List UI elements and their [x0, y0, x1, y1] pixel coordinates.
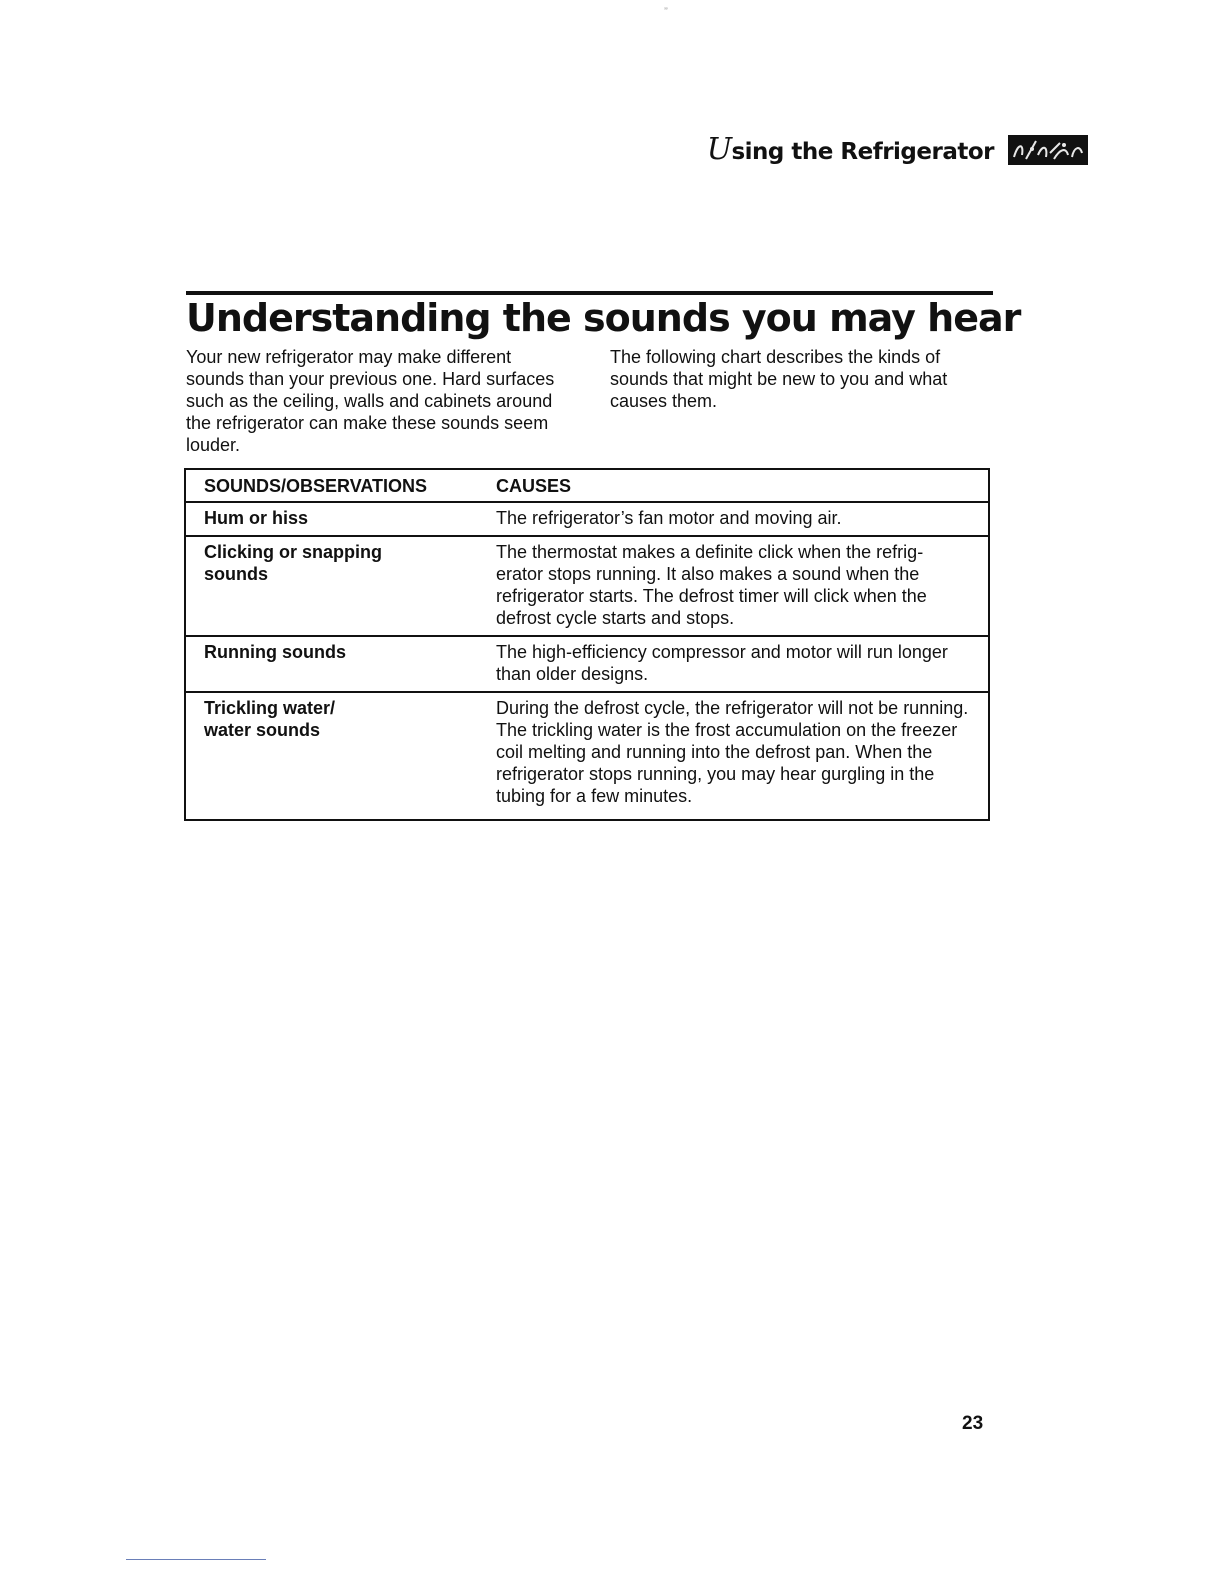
running-header [707, 132, 1088, 167]
intro-paragraph-right: The following chart describes the kinds of sounds that might be new to you and what causes them. [610, 347, 948, 411]
sound-cell: Trickling water/ water sounds [204, 698, 336, 740]
table-row [185, 636, 989, 692]
running-header-rest: sing the Refrigerator [731, 139, 994, 165]
running-header-initial: U [706, 132, 732, 167]
cause-cell: The refrigerator’s fan motor and moving air. [496, 508, 842, 528]
cause-cell: During the defrost cycle, the refrigerator will not be running. The trickling water is the frost accumulation on the freezer coil melting and running into the defrost pan. When the refrigerator stops running, you may hear gurgling in the tubing for a few minutes. [496, 698, 969, 806]
page-number: 23 [962, 1413, 984, 1434]
table-row [185, 502, 989, 536]
table-row [185, 692, 989, 820]
table-row [185, 536, 989, 636]
cause-cell: The thermostat makes a definite click when the refrig- erator stops running. It also makes a sound when the refrigerator starts. The defrost timer will click when the defrost cycle starts and stops. [496, 542, 927, 628]
running-header-text [707, 132, 994, 167]
sound-cell: Clicking or snapping sounds [204, 542, 383, 584]
sound-cell: Running sounds [204, 642, 346, 662]
scan-mark: ’’ [664, 6, 668, 16]
sounds-table [184, 468, 990, 821]
footer-rule [126, 1559, 266, 1560]
intro-paragraph-left: Your new refrigerator may make different sounds than your previous one. Hard surfaces such as the ceiling, walls and cabinets around the refrigerator can make these sounds seem louder. [186, 347, 555, 455]
page-title: Understanding the sounds you may hear [186, 296, 1021, 340]
column-header-causes: CAUSES [496, 476, 572, 496]
column-header-sounds: SOUNDS/OBSERVATIONS [204, 476, 428, 496]
table-header-row [185, 469, 989, 502]
cause-cell: The high-efficiency compressor and motor will run longer than older designs. [496, 642, 948, 684]
sound-cell: Hum or hiss [204, 508, 309, 528]
section-emblem-icon [1008, 135, 1088, 165]
